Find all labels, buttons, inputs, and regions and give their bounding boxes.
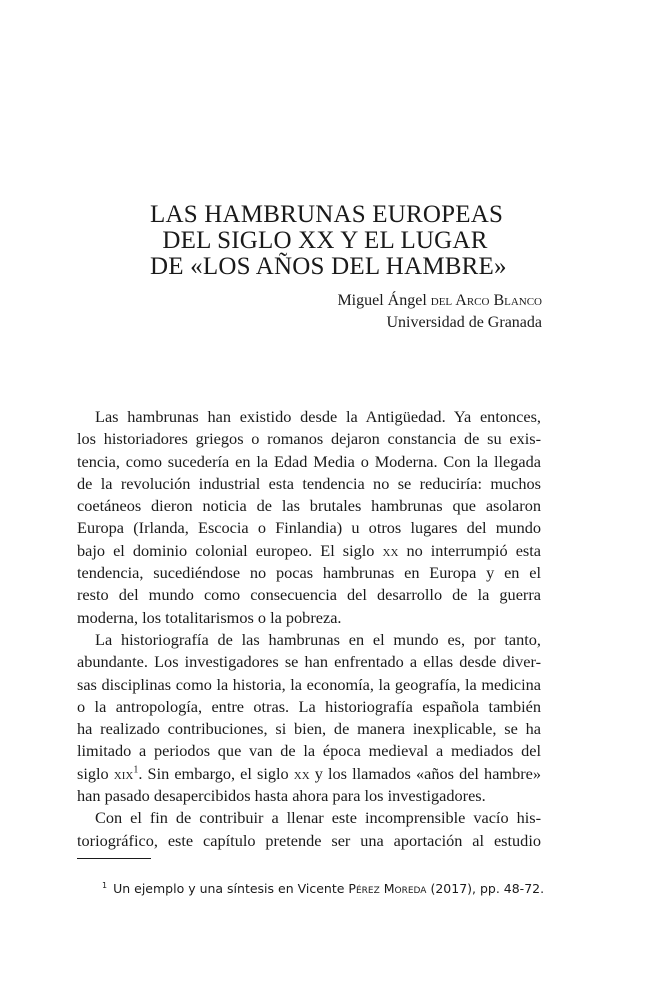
body-segment: . Sin embargo, el siglo: [138, 763, 289, 783]
body-segment: bajo el dominio colonial europeo. El siglo: [77, 540, 375, 560]
century-xix: xix: [113, 763, 134, 783]
footnote: [102, 881, 544, 897]
body-line: coetáneos dieron noticia de las brutales hambrunas que asolaron: [77, 496, 541, 516]
century-xx: xx: [382, 540, 399, 560]
body-segment: no interrumpió esta: [406, 540, 542, 560]
footnote-citation: (2017), pp. 48-72.: [430, 881, 545, 896]
body-line: han pasado desapercibidos hasta ahora para los investigadores.: [77, 786, 486, 806]
footnote-text: Un ejemplo y una síntesis en Vicente: [113, 881, 345, 896]
footnote-number: 1: [102, 880, 108, 890]
century-xx: xx: [293, 763, 310, 783]
footnote-reference[interactable]: 1: [133, 764, 139, 776]
body-line: La historiografía de las hambrunas en el mundo es, por tanto,: [95, 629, 541, 649]
body-line: moderna, los totalitarismos o la pobreza.: [77, 607, 342, 627]
body-line: limitado a periodos que van de la época medieval a mediados del: [77, 741, 541, 761]
body-line: [77, 763, 541, 785]
body-line: tendencia, sucediéndose no pocas hambrunas en Europa y en el: [77, 563, 541, 583]
body-text: [77, 406, 541, 852]
body-line: toriográfico, este capítulo pretende ser una aportación al estudio: [77, 830, 541, 850]
body-line: Europa (Irlanda, Escocia o Finlandia) u otros lugares del mundo: [77, 518, 541, 538]
author-affiliation: Universidad de Granada: [386, 314, 542, 331]
body-line: tencia, como sucedería en la Edad Media o Moderna. Con la llegada: [77, 451, 541, 471]
body-line: abundante. Los investigadores se han enfrentado a ellas desde diver-: [77, 652, 541, 672]
chapter-title-line-1: LAS HAMBRUNAS EUROPEAS: [150, 201, 504, 228]
body-line: Las hambrunas han existido desde la Antigüedad. Ya entonces,: [95, 407, 541, 426]
chapter-title-line-3: DE «LOS AÑOS DEL HAMBRE»: [150, 253, 507, 280]
body-line: resto del mundo como consecuencia del desarrollo de la guerra: [77, 585, 541, 605]
author-surname: del Arco Blanco: [430, 292, 542, 309]
footnote-divider: [77, 858, 151, 859]
body-line: o la antropología, entre otras. La historiografía española también: [77, 696, 541, 716]
body-line: Con el fin de contribuir a llenar este incomprensible vacío his-: [95, 808, 541, 828]
footnote-author: Pérez Moreda: [348, 881, 427, 896]
body-segment: siglo: [77, 763, 109, 783]
body-line: sas disciplinas como la historia, la economía, la geografía, la medicina: [77, 674, 541, 694]
author-block: [260, 290, 542, 334]
body-line: ha realizado contribuciones, si bien, de manera inexplicable, se ha: [77, 719, 541, 739]
chapter-title-line-2: DEL SIGLO XX Y EL LUGAR: [162, 227, 488, 254]
body-line: de la revolución industrial esta tendencia no se reduciría: muchos: [77, 473, 541, 493]
body-segment: y los llamados «años del hambre»: [314, 763, 542, 783]
author-given-name: Miguel Ángel: [337, 292, 427, 309]
body-line: [77, 540, 541, 562]
body-line: los historiadores griegos o romanos dejaron constancia de su exis-: [77, 429, 541, 449]
author-name: [260, 290, 542, 312]
chapter-title: [150, 201, 507, 280]
